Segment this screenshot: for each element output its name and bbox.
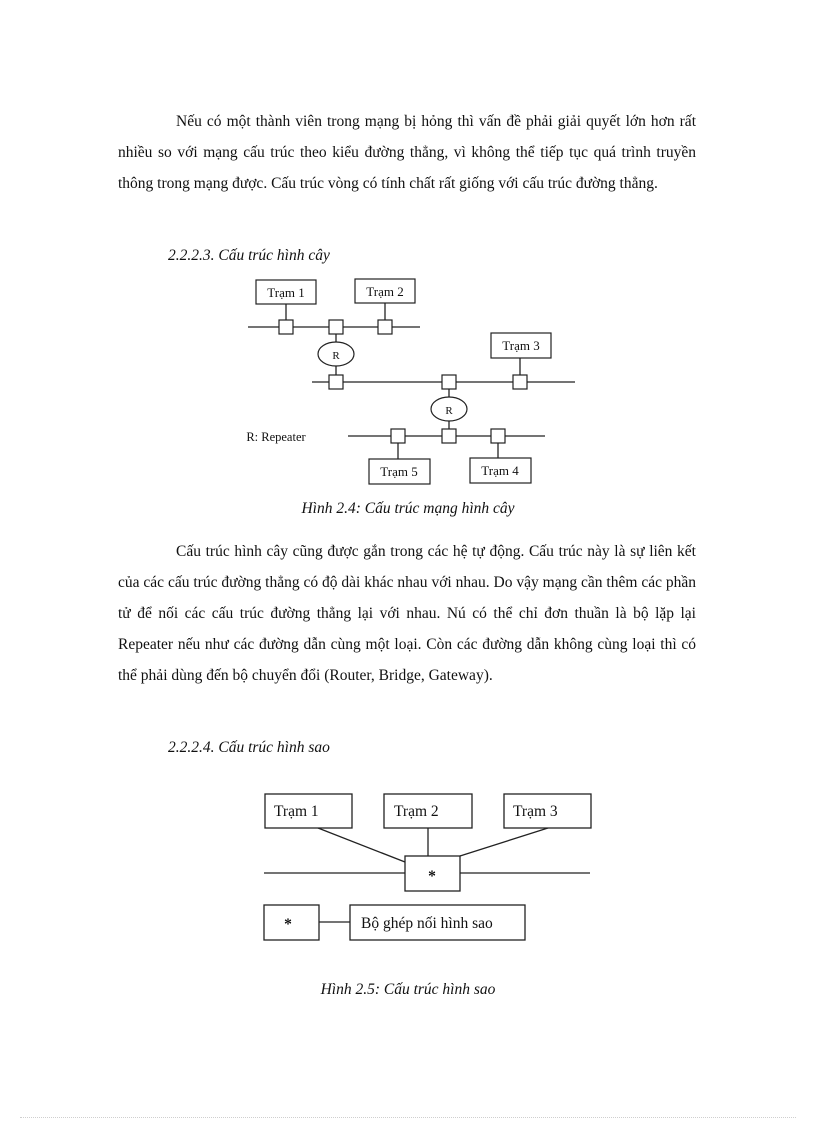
coupler-symbol: * [428,868,436,885]
paragraph-tree-description [118,536,696,691]
tap-node [442,429,456,443]
paragraph-2-first-line: Cấu trúc hình cây cũng được gắn trong các hệ tự động. Cấu trúc này là sự [176,543,645,560]
legend-text: Bộ ghép nối hình sao [361,915,493,932]
legend-symbol: * [284,916,292,933]
star-station-label-3: Trạm 3 [513,803,558,820]
station-label-2: Trạm 2 [366,284,404,299]
paragraph-2-rest: liên kết của các cấu trúc đường thẳng có độ dài khác nhau với nhau. Do vậy mạng cần thêm các phần tử để nối các cấu trúc đường thẳng lại với nhau. Nú có thể chỉ đơn thuần là bộ lặp lại Repeater nếu như các đường dẫn cùng một loại. Còn các đường dẫn không cùng loại thì có thể phải dùng đến bộ chuyển đổi (Router, Bridge, Gateway). [118,543,696,684]
paragraph-ring-failure [118,106,696,199]
figure-caption-star-text: Hình 2.5: Cấu trúc hình sao [320,981,496,998]
tap-node [491,429,505,443]
star-station-label-2: Trạm 2 [394,803,439,820]
repeater-label: R [445,405,453,417]
section-heading-tree: 2.2.2.3. Cấu trúc hình cây [168,247,330,264]
figure-caption-star [0,981,816,1000]
tree-topology-diagram [0,270,816,495]
paragraph-1-first-line: Nếu có một thành viên trong mạng bị hỏng thì vấn đề phải giải quyết lớn [176,113,646,130]
star-topology-diagram [0,785,816,950]
tap-node [391,429,405,443]
repeater-label: R [332,350,340,362]
section-heading-star: 2.2.2.4. Cấu trúc hình sao [168,739,330,756]
station-label-5: Trạm 5 [380,464,418,479]
paragraph-1-rest: hơn rất nhiều so với mạng cấu trúc theo kiểu đường thẳng, vì không thể tiếp tục quá trình truyền thông trong mạng được. Cấu trúc vòng có tính chất rất giống với cấu trúc đường thẳng. [118,113,696,192]
tap-node [378,320,392,334]
station-label-3: Trạm 3 [502,338,540,353]
tap-node [329,375,343,389]
tap-node [442,375,456,389]
station-label-4: Trạm 4 [481,463,519,478]
tap-node [329,320,343,334]
repeater-legend: R: Repeater [246,430,306,444]
page-bottom-divider [20,1117,796,1118]
figure-caption-tree: Hình 2.4: Cấu trúc mạng hình cây [301,500,515,517]
star-station-label-1: Trạm 1 [274,803,319,820]
tap-node [513,375,527,389]
station-label-1: Trạm 1 [267,285,305,300]
tap-node [279,320,293,334]
